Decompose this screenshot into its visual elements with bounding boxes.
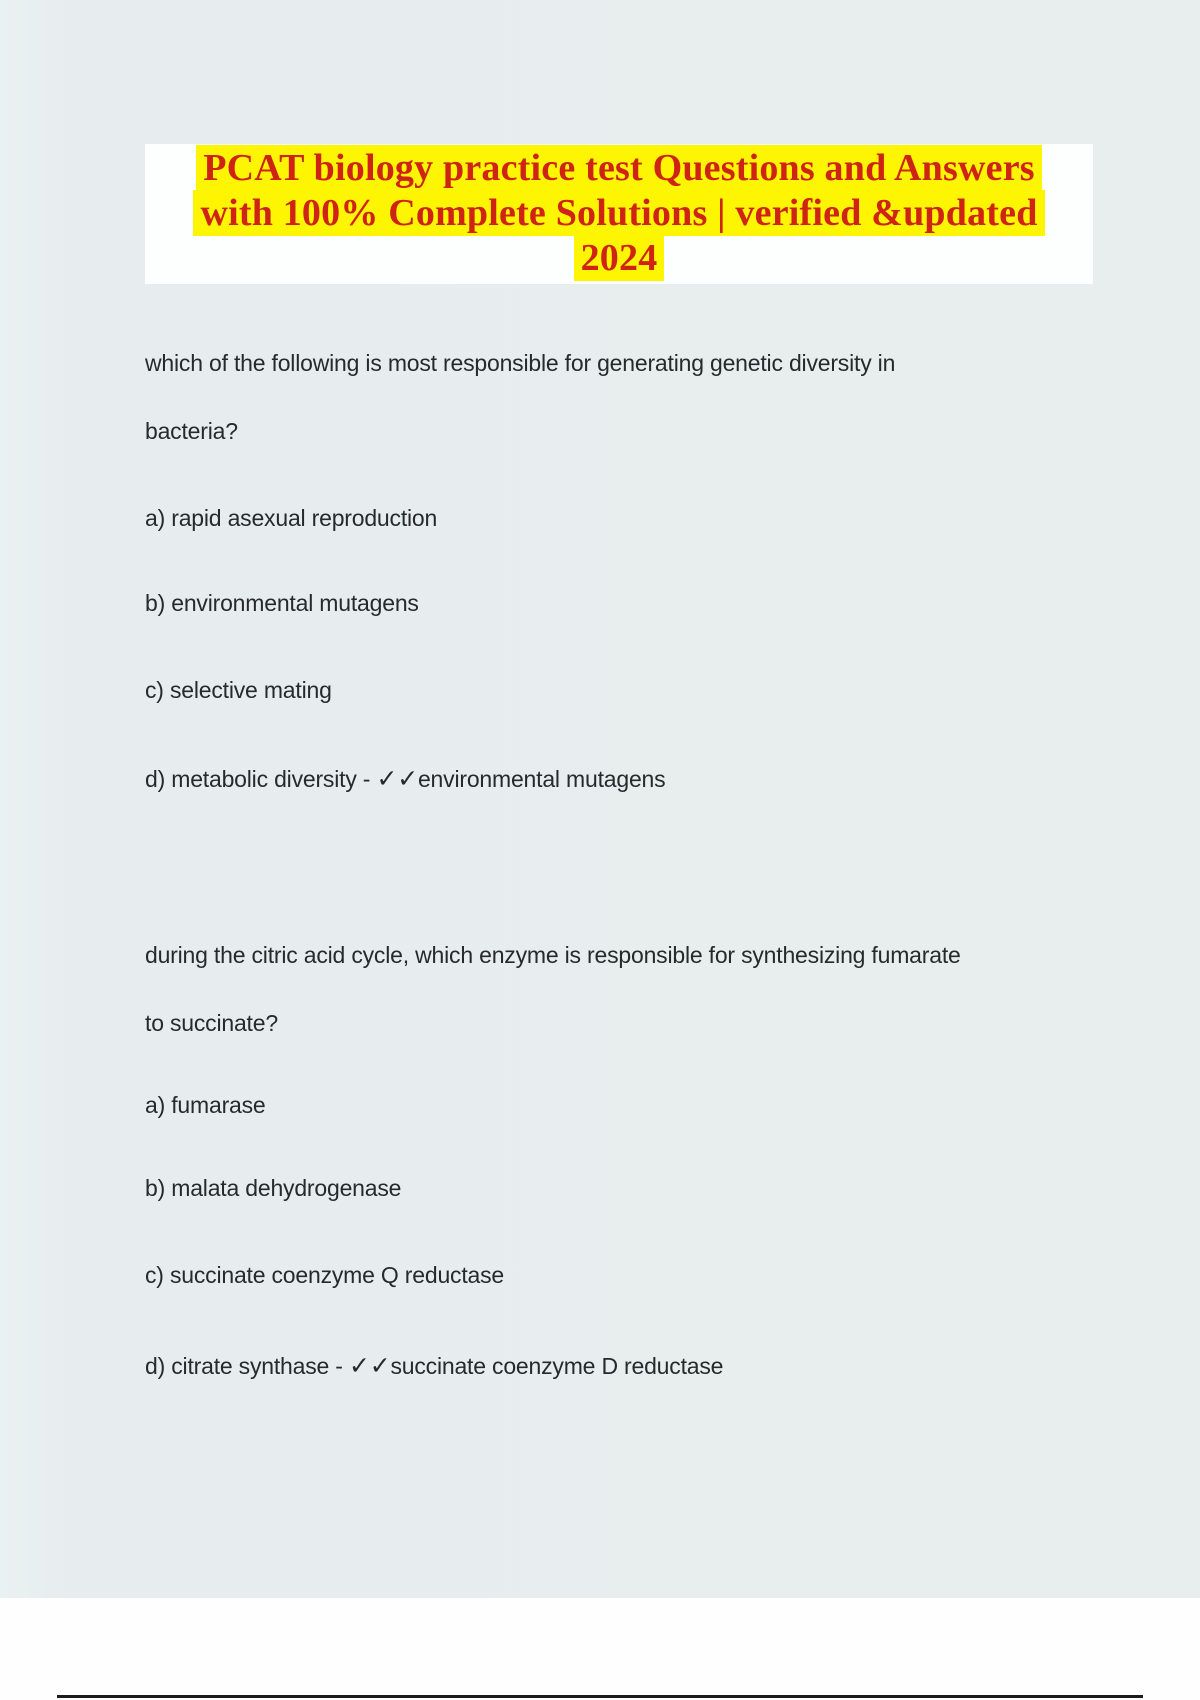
question-1-answer-prefix: d) metabolic diversity - (145, 766, 377, 792)
question-1-option-d-answer (145, 765, 665, 793)
double-checkmark-icon: ✓✓ (348, 1351, 391, 1380)
question-2-option-d-answer (145, 1352, 723, 1380)
document-title (145, 146, 1093, 281)
title-highlight-box (145, 144, 1093, 284)
question-2-answer-text: succinate coenzyme D reductase (390, 1353, 724, 1379)
question-2-option-c: c) succinate coenzyme Q reductase (145, 1262, 505, 1288)
double-checkmark-icon: ✓✓ (376, 764, 418, 793)
question-2-prompt-line-1: during the citric acid cycle, which enzyme is responsible for synthesizing fumarate (145, 942, 961, 968)
title-line-2: with 100% Complete Solutions | verified &updated (193, 190, 1044, 236)
title-line-3: 2024 (574, 235, 665, 281)
question-2-option-b: b) malata dehydrogenase (145, 1175, 402, 1201)
question-1-prompt-line-2: bacteria? (145, 418, 238, 444)
footer-divider-line (57, 1695, 1143, 1698)
question-1-option-c: c) selective mating (145, 677, 332, 703)
question-1-option-b: b) environmental mutagens (145, 590, 419, 616)
question-2-option-a: a) fumarase (145, 1092, 266, 1118)
question-1-prompt-line-1: which of the following is most responsible for generating genetic diversity in (145, 350, 896, 376)
page-bottom-white-area (0, 1598, 1200, 1700)
question-2-prompt-line-2: to succinate? (145, 1010, 278, 1036)
question-1-answer-text: environmental mutagens (417, 766, 666, 792)
question-2-answer-prefix: d) citrate synthase - (145, 1353, 349, 1379)
question-1-option-a: a) rapid asexual reproduction (145, 505, 438, 531)
title-line-1: PCAT biology practice test Questions and Answers (196, 145, 1042, 191)
